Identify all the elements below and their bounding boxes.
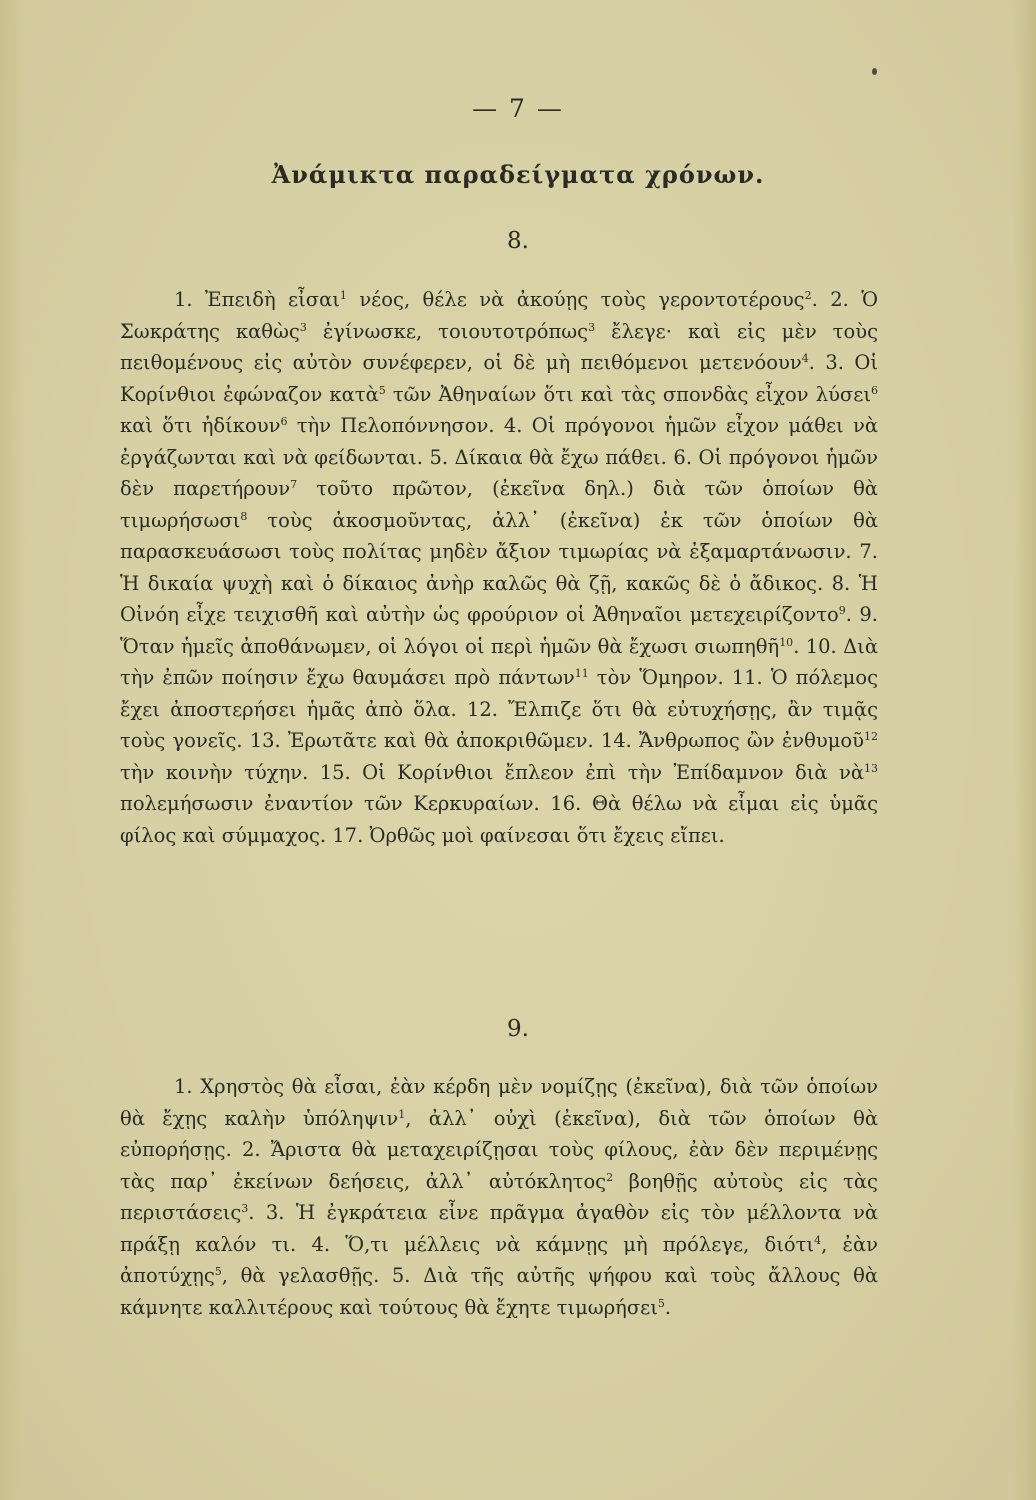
text-run: , ἀλλ᾽ οὐχὶ (ἐκεῖνα), διὰ τῶν ὁποίων θὰ εὐπορήσῃς. 2. Ἄριστα θὰ μεταχειρίζῃσαι τοὺς φίλους, ἐὰν δὲν περιμένῃς τὰς παρ᾽ ἐκείνων δεήσεις, ἀλλ᾽ αὐτόκλητος (120, 1106, 878, 1193)
exercise-number-8: 8. (507, 228, 529, 254)
footnote-marker: 3 (588, 320, 596, 334)
ink-spot (872, 68, 877, 75)
exercise-9-text (120, 1071, 878, 1323)
text-run: 1. Χρηστὸς θὰ εἶσαι, ἐὰν κέρδη μὲν νομίζῃς (ἐκεῖνα), διὰ τῶν ὁποίων θὰ ἔχῃς καλὴν ὑπόληψιν (120, 1075, 878, 1130)
text-run: ἔλεγε· καὶ εἰς μὲν τοὺς πειθομένους εἰς αὐτὸν συνέφερεν, οἱ δὲ μὴ πειθόμενοι μετενόουν (120, 319, 878, 374)
text-run: . 3. Ἡ ἐγκράτεια εἶνε πρᾶγμα ἀγαθὸν εἰς τὸν μέλλοντα νὰ πράξῃ καλόν τι. 4. Ὅ,τι μέλλεις νὰ κάμνῃς μὴ πρόλεγε, διότι (120, 1201, 878, 1256)
footnote-marker: 6 (280, 414, 288, 428)
footnote-marker: 7 (290, 477, 298, 491)
page-number: — 7 — (472, 94, 564, 123)
footnote-marker: 1 (398, 1107, 406, 1121)
text-run: . 2. Ὁ Σωκράτης καθὼς (120, 288, 878, 343)
footnote-marker: 13 (864, 761, 878, 775)
exercise-number-9: 9. (507, 1016, 529, 1042)
text-run: . 3. Οἱ Κορίνθιοι ἐφώναζον κατὰ (120, 351, 879, 406)
text-run: καὶ ὅτι ἠδίκουν (120, 414, 281, 437)
text-run: βοηθῇς αὐτοὺς εἰς τὰς περιστάσεις (120, 1169, 878, 1224)
text-run: πολεμήσωσιν ἐναντίον τῶν Κερκυραίων. 16. Θὰ θέλω νὰ εἶμαι εἰς ὑμᾶς φίλος καὶ σύμμαχος. 17. Ὀρθῶς μοὶ φαίνεσαι ὅτι ἔχεις εἴπει. (120, 792, 878, 847)
footnote-marker: 8 (240, 509, 248, 523)
footnote-marker: 2 (606, 1170, 614, 1184)
footnote-marker: 5 (378, 383, 386, 397)
text-run: τῶν Ἀθηναίων ὅτι καὶ τὰς σπονδὰς εἶχον λύσει (385, 382, 871, 406)
footnote-marker: 5 (214, 1264, 222, 1278)
text-run: , θὰ γελασθῇς. 5. Διὰ τῆς αὐτῆς ψήφου καὶ τοὺς ἄλλους θὰ κάμνητε καλλιτέρους καὶ τούτους θὰ ἔχητε τιμωρήσει (120, 1264, 878, 1319)
footnote-marker: 4 (801, 351, 809, 365)
footnote-marker: 12 (864, 729, 878, 743)
text-run: , ἐὰν ἀποτύχῃς (120, 1232, 879, 1287)
footnote-marker: 2 (804, 288, 812, 302)
text-run: τὸν Ὅμηρον. 11. Ὁ πόλεμος ἔχει ἀποστερήσει ἡμᾶς ἀπὸ ὅλα. 12. Ἔλπιζε ὅτι θὰ εὐτυχήσῃς, ἂν τιμᾷς τοὺς γονεῖς. 13. Ἐρωτᾶτε καὶ θὰ ἀποκριθῶμεν. 14. Ἄνθρωπος ὢν ἐνθυμοῦ (120, 666, 878, 752)
footnote-marker: 3 (241, 1201, 249, 1215)
text-run: νέος, θέλε νὰ ἀκούῃς τοὺς γεροντοτέρους (346, 288, 805, 311)
footnote-marker: 10 (779, 635, 794, 649)
footnote-marker: 6 (871, 383, 878, 397)
footnote-marker: 11 (574, 666, 589, 680)
footnote-marker: 4 (814, 1233, 822, 1247)
text-run: . (664, 1295, 672, 1319)
text-run: τὴν Πελοπόννησον. 4. Οἱ πρόγονοι ἡμῶν εἶχον μάθει νὰ ἐργάζωνται καὶ νὰ φείδωνται. 5. Δίκαια θὰ ἔχω πάθει. 6. Οἱ πρόγονοι ἡμῶν δὲν παρετήρουν (120, 414, 878, 500)
text-run: 1. Ἐπειδὴ εἶσαι (174, 288, 340, 311)
footnote-marker: 3 (299, 320, 307, 334)
footnote-marker: 9 (838, 603, 846, 617)
text-run: τοὺς ἀκοσμοῦντας, ἀλλ᾽ (ἐκεῖνα) ἐκ τῶν ὁποίων θὰ παρασκευάσωσι τοὺς πολίτας μηδὲν ἄξιον τιμωρίας νὰ ἐξαμαρτάνωσιν. 7. Ἡ δικαία ψυχὴ καὶ ὁ δίκαιος ἀνὴρ καλῶς θὰ ζῇ, κακῶς δὲ ὁ ἄδικος. 8. Ἡ Οἰνόη εἶχε τειχισθῆ καὶ αὐτὴν ὡς φρούριον οἱ Ἀθηναῖοι μετεχειρίζοντο (120, 508, 878, 626)
text-run: . 10. Διὰ τὴν ἐπῶν ποίησιν ἔχω θαυμάσει πρὸ πάντων (120, 634, 878, 689)
text-run: τοῦτο πρῶτον, (ἐκεῖνα δηλ.) διὰ τῶν ὁποίων θὰ τιμωρήσωσι (120, 477, 878, 532)
section-title: Ἀνάμικτα παραδείγματα χρόνων. (271, 160, 765, 189)
text-run: ἐγίνωσκε, τοιουτοτρόπως (306, 319, 589, 343)
text-run: . 9. Ὅταν ἡμεῖς ἀποθάνωμεν, οἱ λόγοι οἱ περὶ ἡμῶν θὰ ἔχωσι σιωπηθῆ (120, 603, 879, 658)
exercise-8-text (120, 284, 878, 851)
text-run: τὴν κοινὴν τύχην. 15. Οἱ Κορίνθιοι ἔπλεον ἐπὶ τὴν Ἐπίδαμνον διὰ νὰ (120, 760, 864, 784)
footnote-marker: 5 (657, 1296, 665, 1310)
footnote-marker: 1 (339, 288, 347, 302)
